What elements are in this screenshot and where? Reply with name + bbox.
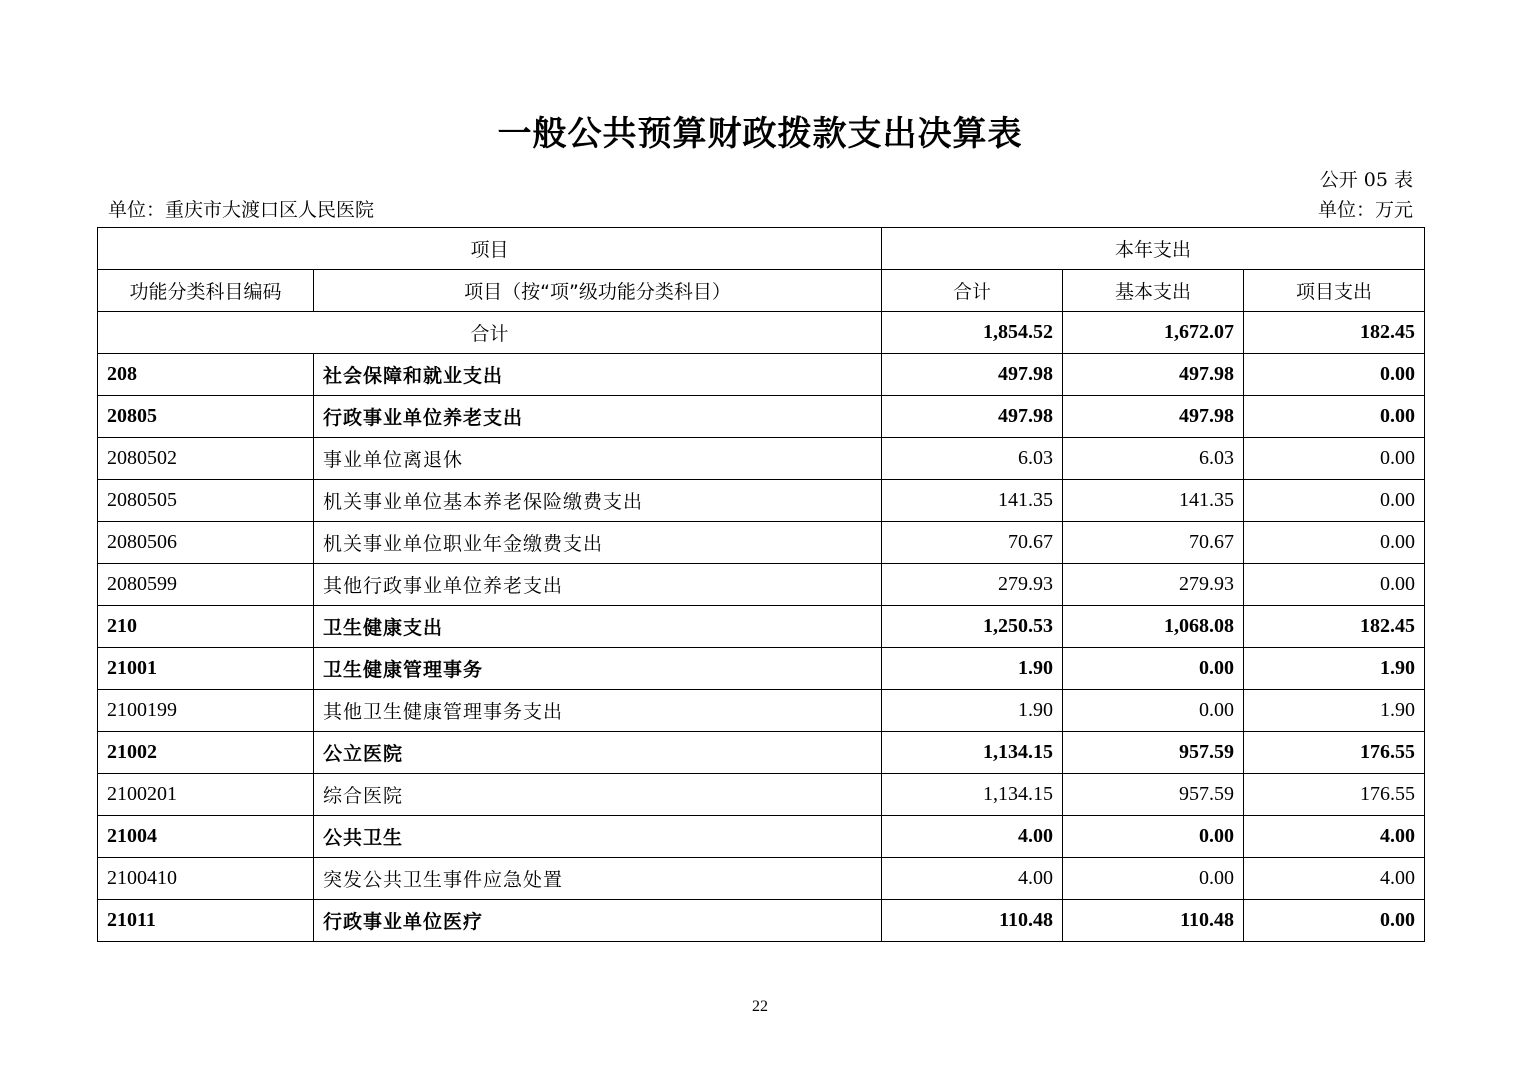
header-project: 项目支出 xyxy=(1244,270,1425,312)
row-name: 公立医院 xyxy=(314,732,882,774)
row-project: 1.90 xyxy=(1244,690,1425,732)
table-row xyxy=(98,564,1425,606)
row-total: 141.35 xyxy=(882,480,1063,522)
row-total: 6.03 xyxy=(882,438,1063,480)
table-row xyxy=(98,354,1425,396)
header-basic: 基本支出 xyxy=(1063,270,1244,312)
row-code: 2080506 xyxy=(98,522,314,564)
row-total: 497.98 xyxy=(882,396,1063,438)
row-project: 0.00 xyxy=(1244,396,1425,438)
total-total: 1,854.52 xyxy=(882,312,1063,354)
row-project: 176.55 xyxy=(1244,732,1425,774)
header-item: 项目 xyxy=(98,228,882,270)
row-code: 2100201 xyxy=(98,774,314,816)
header-code: 功能分类科目编码 xyxy=(98,270,314,312)
table-row xyxy=(98,774,1425,816)
table-row xyxy=(98,690,1425,732)
table-row xyxy=(98,522,1425,564)
table-row xyxy=(98,900,1425,942)
row-total: 1,134.15 xyxy=(882,732,1063,774)
row-code: 2080502 xyxy=(98,438,314,480)
total-project: 182.45 xyxy=(1244,312,1425,354)
row-code: 21001 xyxy=(98,648,314,690)
row-total: 1.90 xyxy=(882,648,1063,690)
row-total: 4.00 xyxy=(882,858,1063,900)
page-title: 一般公共预算财政拨款支出决算表 xyxy=(497,114,1023,154)
row-basic: 0.00 xyxy=(1063,690,1244,732)
row-code: 2100410 xyxy=(98,858,314,900)
row-name: 综合医院 xyxy=(314,774,882,816)
row-total: 1,250.53 xyxy=(882,606,1063,648)
table-row xyxy=(98,480,1425,522)
row-project: 0.00 xyxy=(1244,354,1425,396)
row-total: 279.93 xyxy=(882,564,1063,606)
table-row xyxy=(98,648,1425,690)
row-project: 0.00 xyxy=(1244,480,1425,522)
row-code: 210 xyxy=(98,606,314,648)
row-basic: 497.98 xyxy=(1063,354,1244,396)
row-total: 497.98 xyxy=(882,354,1063,396)
table-row xyxy=(98,438,1425,480)
table-row xyxy=(98,606,1425,648)
total-label: 合计 xyxy=(98,312,882,354)
header-total: 合计 xyxy=(882,270,1063,312)
row-name: 突发公共卫生事件应急处置 xyxy=(314,858,882,900)
row-project: 182.45 xyxy=(1244,606,1425,648)
currency-unit: 单位：万元 xyxy=(1317,199,1413,221)
table-row xyxy=(98,396,1425,438)
row-basic: 6.03 xyxy=(1063,438,1244,480)
row-basic: 0.00 xyxy=(1063,816,1244,858)
row-basic: 70.67 xyxy=(1063,522,1244,564)
total-row xyxy=(98,312,1425,354)
row-basic: 957.59 xyxy=(1063,732,1244,774)
row-project: 0.00 xyxy=(1244,522,1425,564)
row-code: 208 xyxy=(98,354,314,396)
row-name: 公共卫生 xyxy=(314,816,882,858)
row-name: 社会保障和就业支出 xyxy=(314,354,882,396)
row-basic: 110.48 xyxy=(1063,900,1244,942)
row-project: 0.00 xyxy=(1244,438,1425,480)
row-project: 0.00 xyxy=(1244,900,1425,942)
row-total: 4.00 xyxy=(882,816,1063,858)
row-project: 4.00 xyxy=(1244,816,1425,858)
row-project: 4.00 xyxy=(1244,858,1425,900)
row-name: 卫生健康支出 xyxy=(314,606,882,648)
row-basic: 1,068.08 xyxy=(1063,606,1244,648)
row-total: 70.67 xyxy=(882,522,1063,564)
header-name: 项目（按“项”级功能分类科目） xyxy=(314,270,882,312)
row-code: 2100199 xyxy=(98,690,314,732)
table-row xyxy=(98,816,1425,858)
row-code: 20805 xyxy=(98,396,314,438)
page-number: 22 xyxy=(752,998,768,1015)
row-basic: 0.00 xyxy=(1063,648,1244,690)
row-name: 其他行政事业单位养老支出 xyxy=(314,564,882,606)
row-basic: 141.35 xyxy=(1063,480,1244,522)
row-name: 行政事业单位养老支出 xyxy=(314,396,882,438)
row-name: 行政事业单位医疗 xyxy=(314,900,882,942)
row-project: 176.55 xyxy=(1244,774,1425,816)
row-basic: 497.98 xyxy=(1063,396,1244,438)
header-row-2 xyxy=(98,270,1425,312)
row-name: 卫生健康管理事务 xyxy=(314,648,882,690)
table-row xyxy=(98,732,1425,774)
row-total: 1.90 xyxy=(882,690,1063,732)
header-row-1 xyxy=(98,228,1425,270)
row-name: 其他卫生健康管理事务支出 xyxy=(314,690,882,732)
row-total: 110.48 xyxy=(882,900,1063,942)
row-basic: 279.93 xyxy=(1063,564,1244,606)
row-total: 1,134.15 xyxy=(882,774,1063,816)
row-code: 21002 xyxy=(98,732,314,774)
header-this-year: 本年支出 xyxy=(882,228,1425,270)
row-name: 机关事业单位基本养老保险缴费支出 xyxy=(314,480,882,522)
reporting-unit: 单位：重庆市大渡口区人民医院 xyxy=(108,199,375,221)
row-basic: 0.00 xyxy=(1063,858,1244,900)
table-row xyxy=(98,858,1425,900)
row-code: 2080505 xyxy=(98,480,314,522)
row-project: 1.90 xyxy=(1244,648,1425,690)
row-code: 2080599 xyxy=(98,564,314,606)
total-basic: 1,672.07 xyxy=(1063,312,1244,354)
row-code: 21004 xyxy=(98,816,314,858)
form-number: 公开 05 表 xyxy=(1319,169,1413,191)
row-basic: 957.59 xyxy=(1063,774,1244,816)
expenditure-table xyxy=(97,227,1425,942)
row-project: 0.00 xyxy=(1244,564,1425,606)
row-name: 事业单位离退休 xyxy=(314,438,882,480)
row-name: 机关事业单位职业年金缴费支出 xyxy=(314,522,882,564)
row-code: 21011 xyxy=(98,900,314,942)
